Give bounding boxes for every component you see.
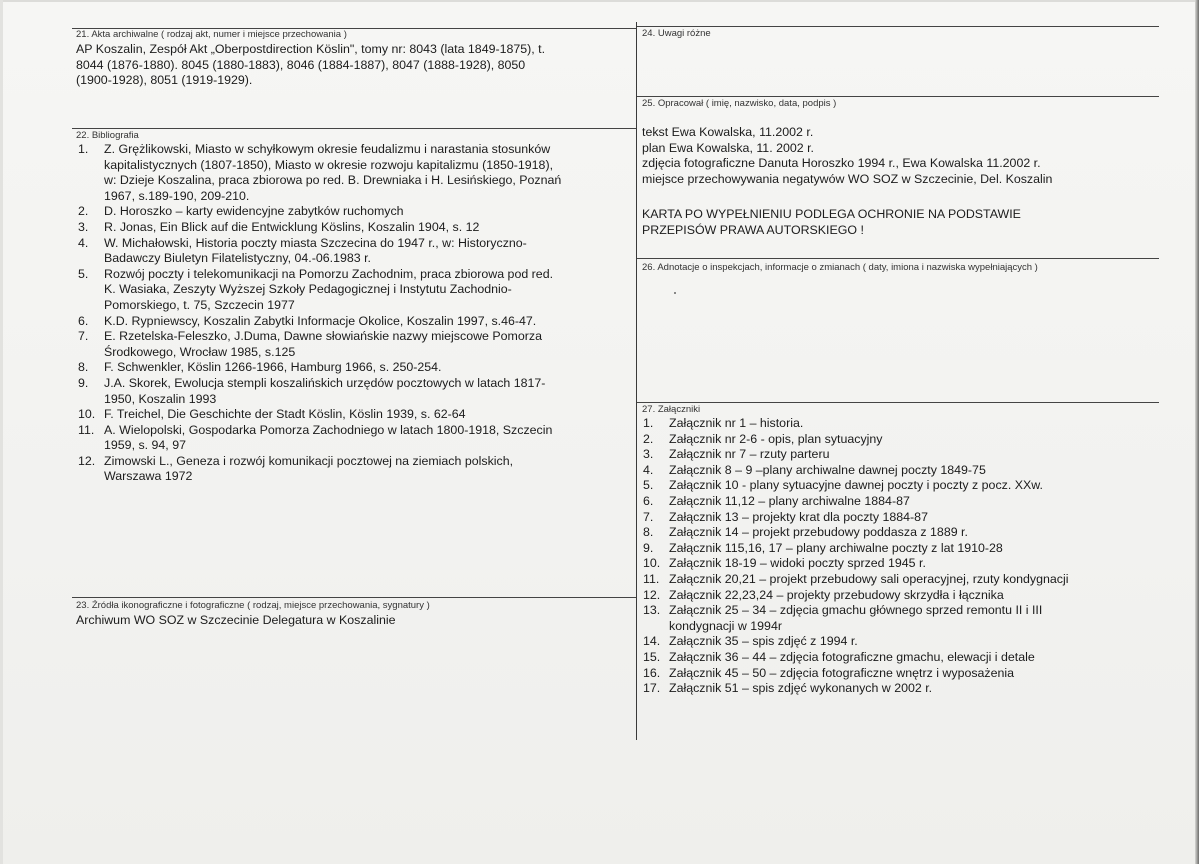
archival-line-2: 8044 (1876-1880). 8045 (1880-1883), 8046 (1884-1887), 8047 (1888-1928), 8050 — [76, 57, 526, 72]
attachment-item: 8. Załącznik 14 – projekt przebudowy poddasza z 1889 r. — [643, 525, 968, 540]
attachment-item: 4. Załącznik 8 – 9 –plany archiwalne dawnej poczty 1849-75 — [643, 462, 986, 477]
bibliography-item: 3. R. Jonas, Ein Blick auf die Entwicklung Köslins, Koszalin 1904, s. 12 — [78, 219, 480, 234]
attachment-item: 9. Załącznik 115,16, 17 – plany archiwalne poczty z lat 1910-28 — [643, 540, 1003, 555]
copyright-notice-line-2: PRZEPISÓW PRAWA AUTORSKIEGO ! — [642, 222, 864, 237]
attachment-item: 10. Załącznik 18-19 – widoki poczty sprzed 1945 r. — [643, 556, 926, 571]
prepared-photos-line: zdjęcia fotograficzne Danuta Horoszko 1994 r., Ewa Kowalska 11.2002 r. — [642, 156, 1041, 171]
attachment-item: 14. Załącznik 35 – spis zdjęć z 1994 r. — [643, 634, 858, 649]
attachment-item: 16. Załącznik 45 – 50 – zdjęcia fotograficzne wnętrz i wyposażenia — [643, 665, 1015, 680]
rule-22 — [72, 128, 636, 129]
attachment-item: 6. Załącznik 11,12 – plany archiwalne 1884-87 — [643, 493, 910, 508]
attachment-item: 11. Załącznik 20,21 – projekt przebudowy sali operacyjnej, rzuty kondygnacji — [643, 571, 1069, 586]
attachment-item: 2. Załącznik nr 2-6 - opis, plan sytuacyjny — [643, 431, 883, 446]
section-22-label: 22. Bibliografia — [76, 130, 139, 141]
bibliography-item: 8. F. Schwenkler, Köslin 1266-1966, Hamburg 1966, s. 250-254. — [78, 360, 442, 375]
prepared-text-line: tekst Ewa Kowalska, 11.2002 r. — [642, 125, 814, 139]
bibliography-item: 6. K.D. Rypniewscy, Koszalin Zabytki Informacje Okolice, Koszalin 1997, s.46-47. — [78, 313, 537, 328]
rule-26 — [637, 258, 1159, 259]
bibliography-item: 11. A. Wielopolski, Gospodarka Pomorza Zachodniego w latach 1800-1918, Szczecin 1959, s. 94, 97 — [78, 422, 553, 453]
bibliography-item: 12. Zimowski L., Geneza i rozwój komunikacji pocztowej na ziemiach polskich, Warszawa 1972 — [78, 453, 514, 484]
prepared-plan-line: plan Ewa Kowalska, 11. 2002 r. — [642, 140, 814, 155]
section-21-label: 21. Akta archiwalne ( rodzaj akt, numer i miejsce przechowania ) — [76, 29, 347, 40]
bibliography-item: 2. D. Horoszko – karty ewidencyjne zabytków ruchomych — [78, 204, 404, 219]
attachment-item: 1. Załącznik nr 1 – historia. — [643, 416, 804, 430]
archival-line-1: AP Koszalin, Zespół Akt „Oberpostdirection Köslin", tomy nr: 8043 (lata 1849-1875), t. — [76, 42, 546, 56]
bibliography-item: 5. Rozwój poczty i telekomunikacji na Pomorzu Zachodnim, praca zbiorowa pod red. K. Wasiaka, Zeszyty Wyższej Szkoły Pedagogicznej i Instytutu Zachodnio- Pomorskiego, t. 75, Szczecin 1977 — [78, 266, 554, 312]
bibliography-item: 9. J.A. Skorek, Ewolucja stempli koszalińskich urzędów pocztowych w latach 1817- 1950, Koszalin 1993 — [78, 375, 546, 406]
page-left-edge — [0, 0, 3, 864]
section-26-label: 26. Adnotacje o inspekcjach, informacje o zmianach ( daty, imiona i nazwiska wypełniających ) — [642, 262, 1038, 273]
attachment-item: 3. Załącznik nr 7 – rzuty parteru — [643, 447, 830, 462]
section-24-label: 24. Uwagi różne — [642, 28, 711, 39]
bibliography-item: 10. F. Treichel, Die Geschichte der Stadt Köslin, Köslin 1939, s. 62-64 — [78, 407, 466, 422]
column-divider — [636, 22, 637, 740]
rule-23 — [72, 597, 636, 598]
bibliography-list — [78, 142, 630, 485]
attachment-item: 12. Załącznik 22,23,24 – projekty przebudowy skrzydła i łącznika — [643, 587, 1004, 602]
archival-line-3: (1900-1928), 8051 (1919-1929). — [76, 73, 253, 88]
page-right-edge — [1195, 0, 1199, 864]
iconographic-sources-text: Archiwum WO SOZ w Szczecinie Delegatura w Koszalinie — [76, 613, 396, 627]
rule-24 — [637, 26, 1159, 27]
ink-speck — [674, 292, 676, 294]
bibliography-item: 7. E. Rzetelska-Feleszko, J.Duma, Dawne słowiańskie nazwy miejscowe Pomorza Środkowego, Wrocław 1985, s.125 — [78, 329, 542, 359]
attachment-item: 13. Załącznik 25 – 34 – zdjęcia gmachu głównego sprzed remontu II i III kondygnacji w 1994r — [643, 603, 1043, 633]
attachment-item: 17. Załącznik 51 – spis zdjęć wykonanych w 2002 r. — [643, 681, 933, 696]
attachment-item: 15. Załącznik 36 – 44 – zdjęcia fotograficzne gmachu, elewacji i detale — [643, 649, 1035, 664]
rule-25 — [637, 96, 1159, 97]
prepared-negatives-line: miejsce przechowywania negatywów WO SOZ w Szczecinie, Del. Koszalin — [642, 171, 1053, 186]
attachments-list — [643, 416, 1129, 697]
copyright-notice-line-1: KARTA PO WYPEŁNIENIU PODLEGA OCHRONIE NA PODSTAWIE — [642, 207, 1021, 221]
rule-27 — [637, 402, 1159, 403]
attachment-item: 5. Załącznik 10 - plany sytuacyjne dawnej poczty i poczty z pocz. XXw. — [643, 478, 1043, 493]
attachment-item: 7. Załącznik 13 – projekty krat dla poczty 1884-87 — [643, 509, 928, 524]
section-23-label: 23. Źródła ikonograficzne i fotograficzne ( rodzaj, miejsce przechowania, sygnatury ) — [76, 600, 430, 611]
section-27-label: 27. Załączniki — [642, 404, 701, 415]
section-25-label: 25. Opracował ( imię, nazwisko, data, podpis ) — [642, 98, 837, 109]
bibliography-item: 4. W. Michałowski, Historia poczty miasta Szczecina do 1947 r., w: Historyczno- Badawczy Biuletyn Filatelistyczny, 04.-06.1983 r. — [78, 235, 527, 266]
bibliography-item: 1. Z. Grężlikowski, Miasto w schyłkowym okresie feudalizmu i narastania stosunków kapitalistycznych (1807-1850), Miasto w okresie rozwoju kapitalizmu (1850-1918), w: Dzieje Koszalina, praca zbiorowa po red. B. Drewniaka i H. Lesińskiego, Poznań 1967, s.189-190, 209-210. — [78, 142, 562, 203]
page-top-edge — [0, 0, 1199, 2]
